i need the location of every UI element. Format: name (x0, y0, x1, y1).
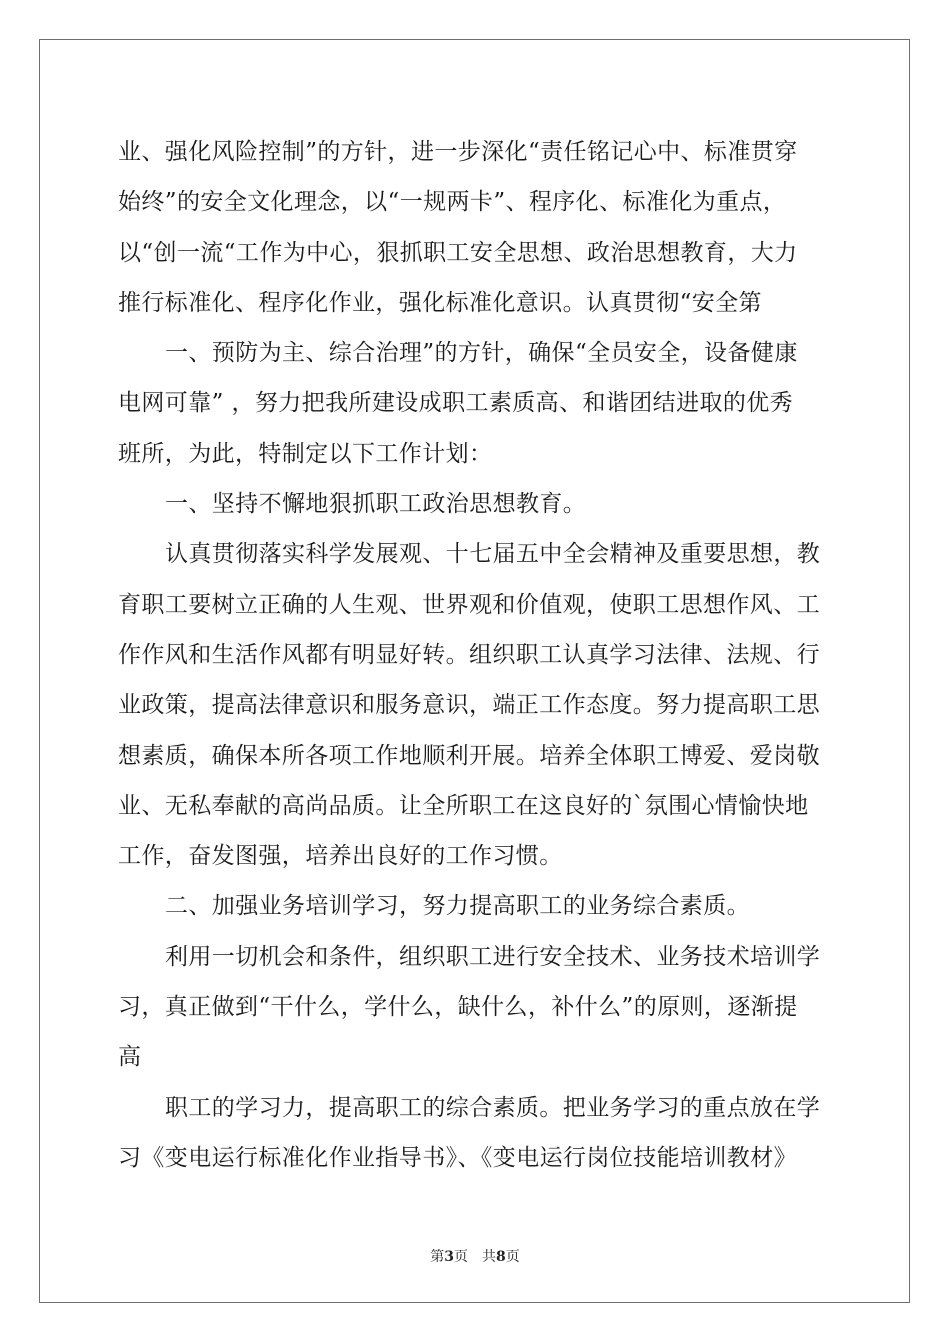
text-line-18: 习，真正做到“干什么，学什么，缺什么，补什么”的原则，逐渐提 (118, 994, 798, 1021)
text-line-19: 高 (118, 1044, 142, 1071)
text-line-3: 以“创一流“工作为中心，狠抓职工安全思想、政治思想教育，大力 (118, 239, 798, 266)
section-heading-1: 一、坚持不懈地狠抓职工政治思想教育。 (165, 491, 587, 518)
text-line-7: 班所，为此，特制定以下工作计划： (118, 440, 493, 467)
section-heading-2: 二、加强业务培训学习，努力提高职工的业务综合素质。 (165, 893, 750, 920)
current-page-number: 3 (444, 1249, 454, 1265)
text-line-14: 业、无私奉献的高尚品质。让全所职工在这良好的`氛围心情愉快地 (118, 792, 809, 819)
text-line-2: 始终”的安全文化理念，以“一规两卡”、程序化、标准化为重点， (118, 189, 787, 216)
text-line-6: 电网可靠” ，努力把我所建设成职工素质高、和谐团结进取的优秀 (118, 390, 794, 417)
text-line-10: 育职工要树立正确的人生观、世界观和价值观，使职工思想作风、工 (118, 591, 820, 618)
footer-prefix: 第 (430, 1249, 445, 1265)
text-line-9: 认真贯彻落实科学发展观、十七届五中全会精神及重要思想，教 (165, 541, 821, 568)
text-line-1: 业、强化风险控制”的方针，进一步深化“责任铭记心中、标准贯穿 (118, 139, 798, 165)
text-line-13: 想素质，确保本所各项工作地顺利开展。培养全体职工博爱、爱岗敬 (118, 742, 820, 769)
text-line-21: 习《变电运行标准化作业指导书》、《变电运行岗位技能培训教材》 (118, 1144, 797, 1171)
text-line-11: 作作风和生活作风都有明显好转。组织职工认真学习法律、法规、行 (118, 641, 820, 668)
page-footer (0, 1246, 950, 1266)
text-line-4: 推行标准化、程序化作业，强化标准化意识。认真贯彻“安全第 (118, 289, 762, 316)
text-line-15: 工作，奋发图强，培养出良好的工作习惯。 (118, 843, 563, 870)
text-line-17: 利用一切机会和条件，组织职工进行安全技术、业务技术培训学 (165, 943, 821, 970)
total-page-count: 8 (496, 1249, 506, 1265)
footer-page-suffix: 页 (454, 1249, 468, 1265)
text-line-5: 一、预防为主、综合治理”的方针，确保“全员安全，设备健康 (165, 340, 798, 367)
footer-total-prefix: 共 (482, 1249, 496, 1265)
text-line-20: 职工的学习力，提高职工的综合素质。把业务学习的重点放在学 (165, 1094, 821, 1121)
text-line-12: 业政策，提高法律意识和服务意识，端正工作态度。努力提高职工思 (118, 692, 820, 719)
footer-total-suffix: 页 (505, 1249, 520, 1265)
document-body (118, 127, 834, 1183)
